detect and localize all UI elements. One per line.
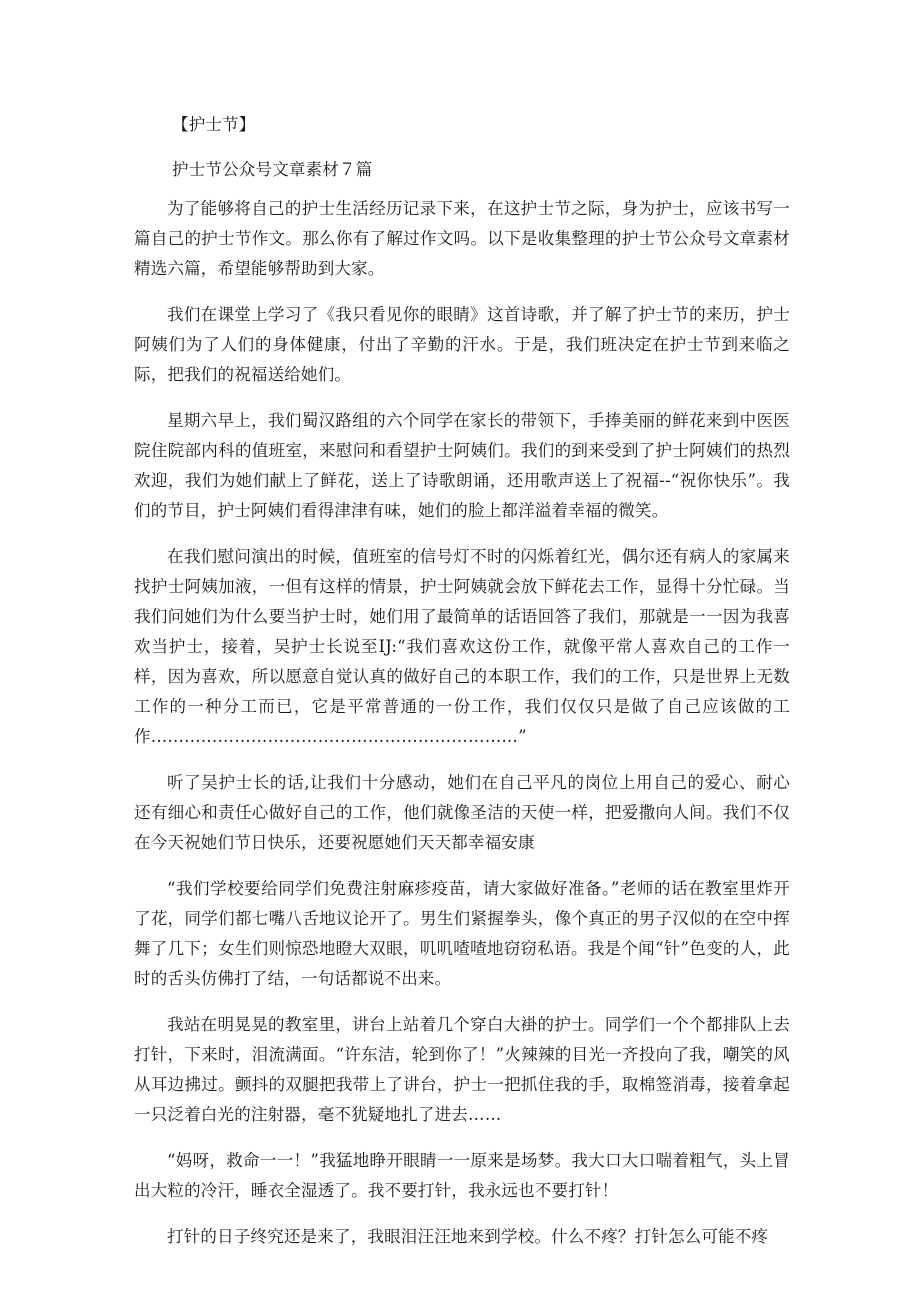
paragraph-classroom: 我站在明晃晃的教室里，讲台上站着几个穿白大褂的护士。同学们一个个都排队上去打针，下来时，泪流满面。“许东洁，轮到你了！”火辣辣的目光一齐投向了我，嘲笑的风从耳边拂过。颤抖的双腿把我带上了讲台，护士一把抓住我的手，取棉签消毒，接着拿起一只泛着白光的注射器，毫不犹疑地扎了进去……: [134, 1015, 790, 1124]
doc-title: 护士节公众号文章素材７篇: [172, 160, 373, 179]
paragraph-injection-day: 打针的日子终究还是来了，我眼泪汪汪地来到学校。什么不疼？打针怎么可能不疼: [167, 1227, 769, 1246]
paragraph-poem: 我们在课堂上学习了《我只看见你的眼睛》这首诗歌，并了解了护士节的来历，护士阿姨们为了人们的身体健康，付出了辛勤的汗水。于是，我们班决定在护士节到来临之际，把我们的祝福送给她们。: [134, 305, 790, 384]
paragraph-visit: 在我们慰问演出的时候，值班室的信号灯不时的闪烁着红光，偶尔还有病人的家属来找护士阿姨加液，一但有这样的情景，护士阿姨就会放下鲜花去工作，显得十分忙碌。当我们问她们为什么要当护士时，她们用了最简单的话语回答了我们，那就是一一因为我喜欢当护士，接着，吴护士长说至IJ:“我们喜欢这份工作，就像平常人喜欢自己的工作一样，因为喜欢，所以愿意自觉认真的做好自己的本职工作，我们的工作，只是世界上无数工作的一种分工而已，它是平常普通的一份工作，我们仅仅只是做了自己应该做的工作…………………………………………………………”: [134, 547, 790, 746]
doc-tag: 【护士节】: [172, 115, 256, 134]
paragraph-vaccine: “我们学校要给同学们免费注射麻疹疫苗，请大家做好准备。”老师的话在教室里炸开了花，同学们都七嘴八舌地议论开了。男生们紧握拳头，像个真正的男子汉似的在空中挥舞了几下；女生们则惊恐地瞪大双眼，叽叽喳喳地窃窃私语。我是个闻“针”色变的人，此时的舌头仿佛打了结，一句话都说不出来。: [134, 879, 790, 988]
paragraph-moved: 听了吴护士长的话,让我们十分感动，她们在自己平凡的岗位上用自己的爱心、耐心还有细心和责任心做好自己的工作，他们就像圣洁的天使一样，把爱撒向人间。我们不仅在今天祝她们节日快乐，还要祝愿她们天天都幸福安康: [134, 773, 790, 852]
document-page: [134, 0, 790, 1301]
paragraph-saturday: 星期六早上，我们蜀汉路组的六个同学在家长的带领下，手捧美丽的鲜花来到中医医院住院部内科的值班室，来慰问和看望护士阿姨们。我们的到来受到了护士阿姨们的热烈欢迎，我们为她们献上了鲜花，送上了诗歌朗诵，还用歌声送上了祝福--“祝你快乐”。我们的节目，护士阿姨们看得津津有味，她们的脸上都洋溢着幸福的微笑。: [134, 411, 790, 520]
paragraph-intro: 为了能够将自己的护士生活经历记录下来，在这护士节之际，身为护士，应该书写一篇自己的护士节作文。那么你有了解过作文吗。以下是收集整理的护士节公众号文章素材精选六篇，希望能够帮助到大家。: [134, 199, 790, 278]
paragraph-dream: “妈呀，救命一一！”我猛地睁开眼睛一一原来是场梦。我大口大口喘着粗气，头上冒出大粒的冷汗，睡衣全湿透了。我不要打针，我永远也不要打针！: [134, 1151, 790, 1200]
